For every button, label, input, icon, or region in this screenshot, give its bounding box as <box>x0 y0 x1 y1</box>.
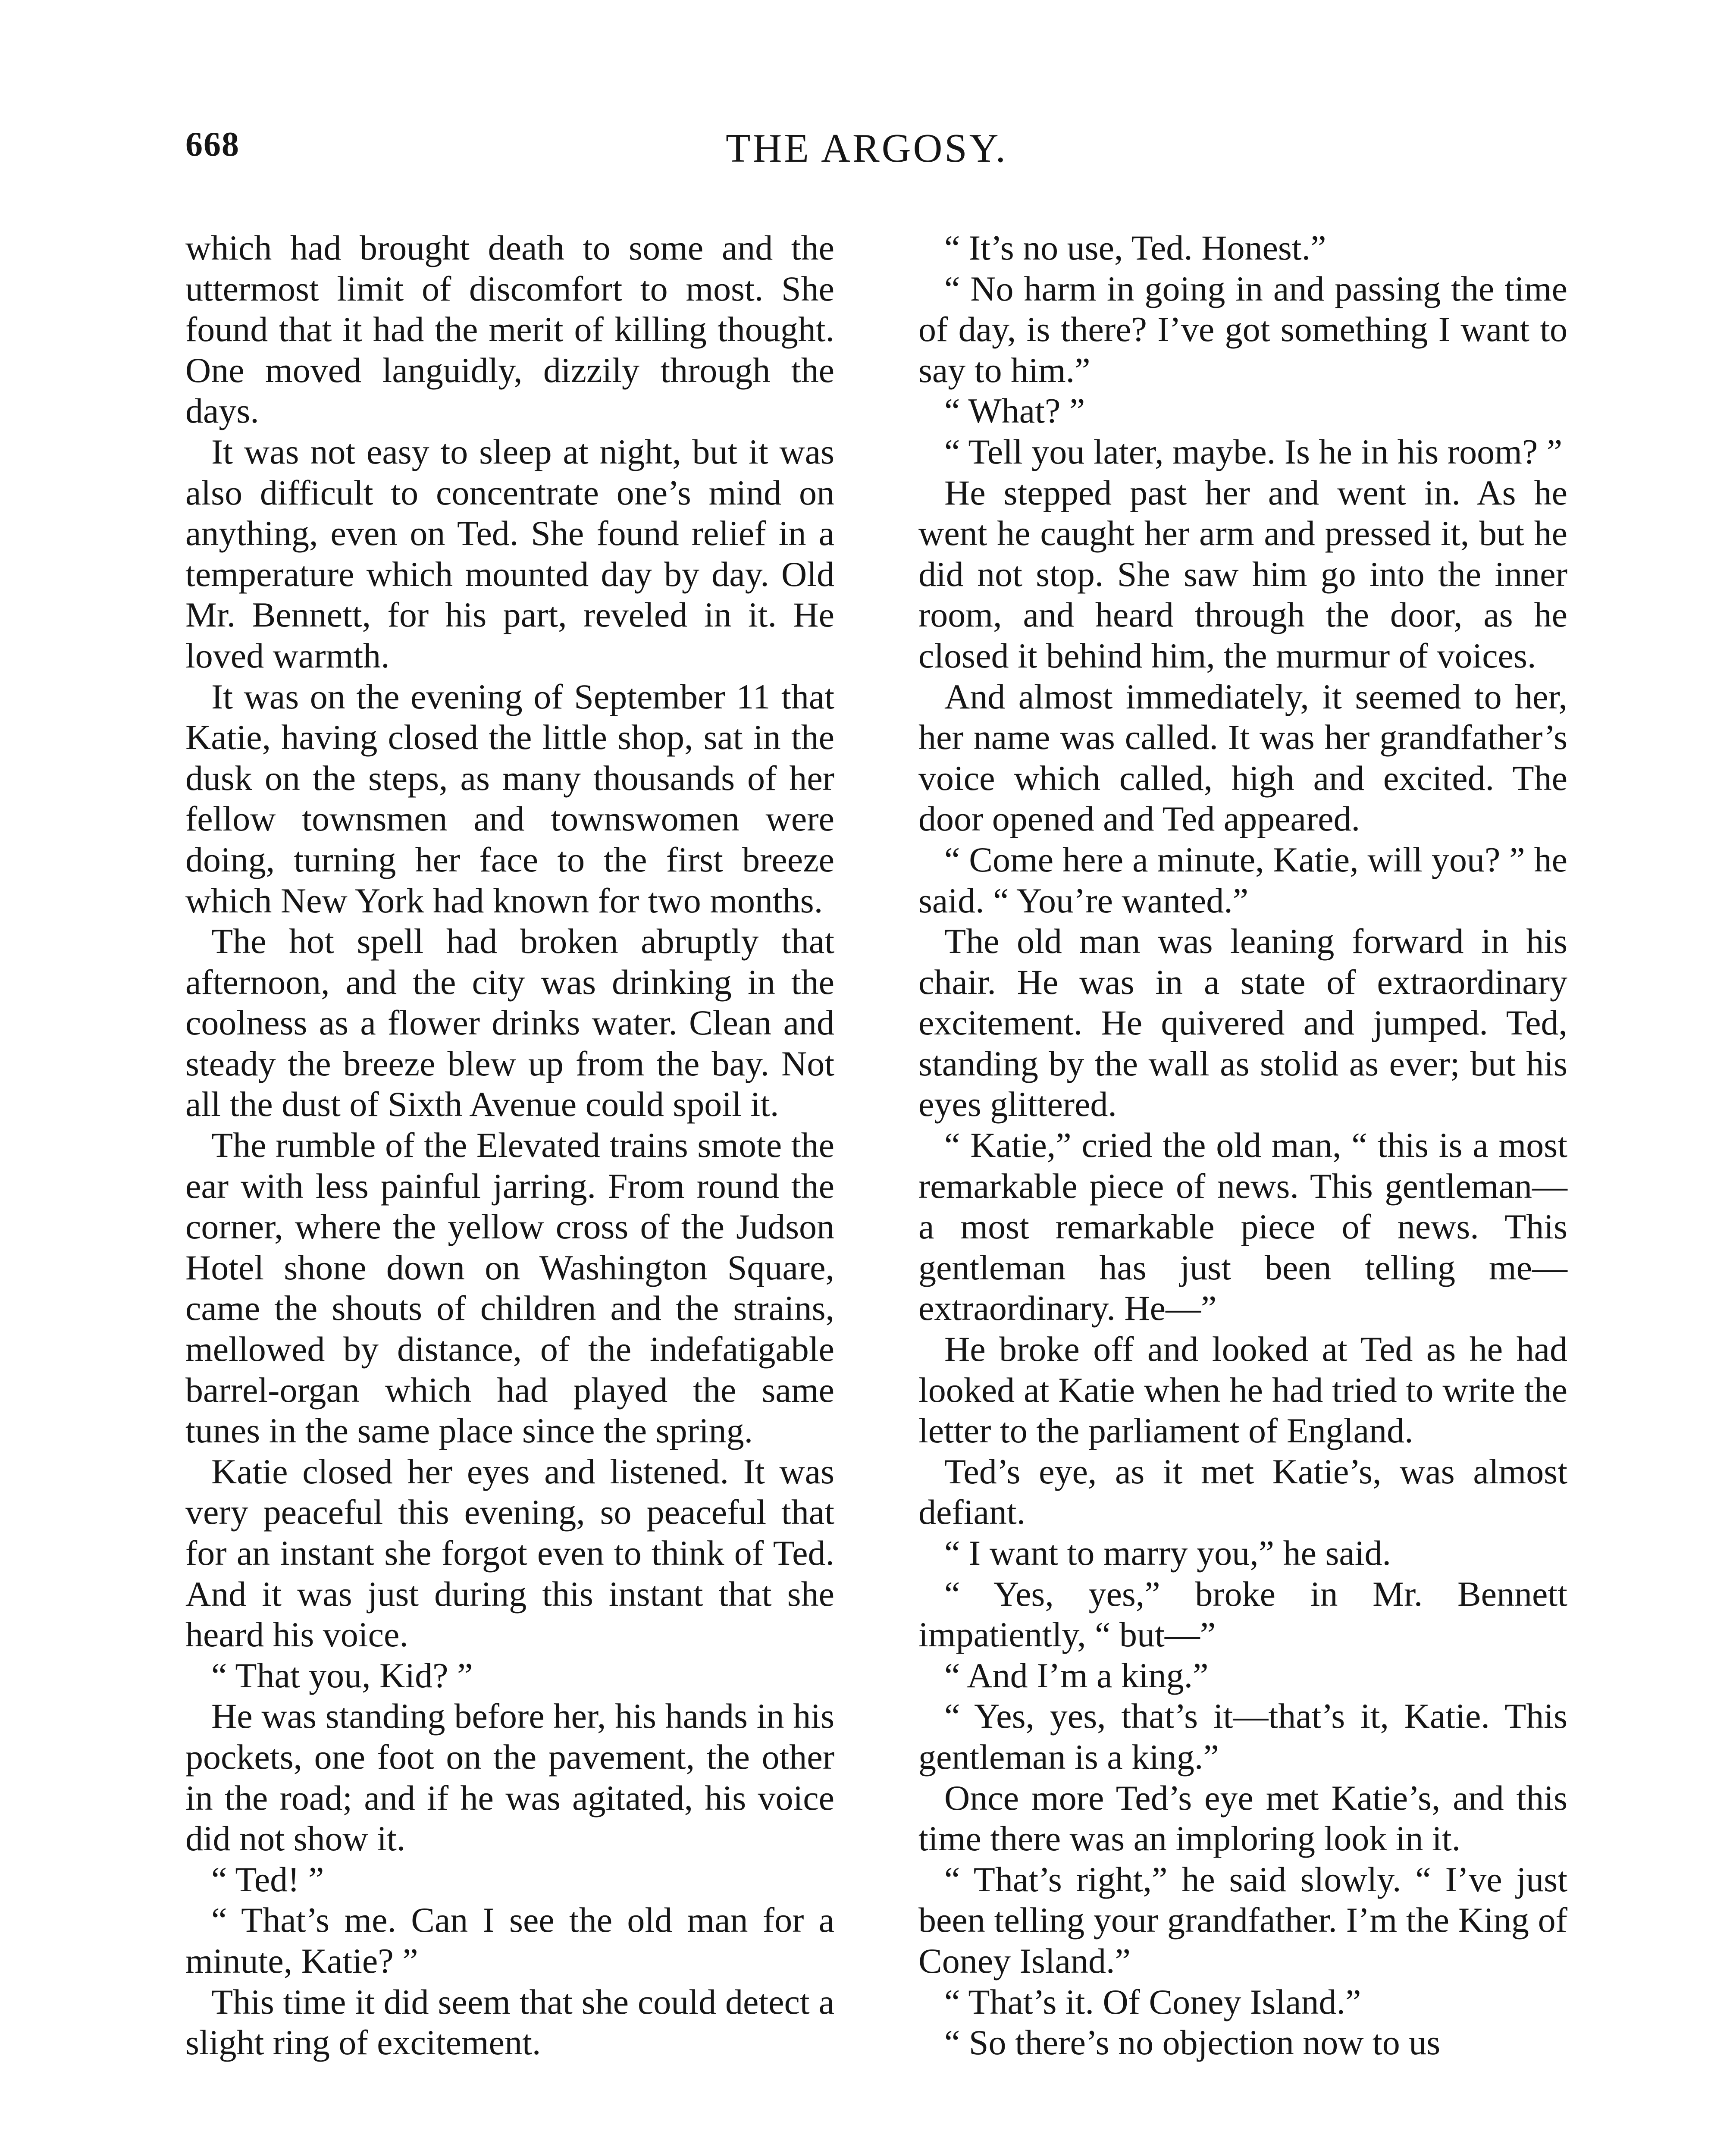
paragraph: It was on the evening of September 11 that Katie, having closed the little shop, sat in the dusk on the steps, as many thousands of her fellow townsmen and townswomen were doing, turning her face to the first breeze which New York had known for two months. <box>185 677 834 920</box>
running-title: THE ARGOSY. <box>726 126 1008 171</box>
paragraph: Katie closed her eyes and listened. It was very peaceful this evening, so peaceful that for an instant she forgot even to think of Ted. And it was just during this instant that she heard his voice. <box>185 1451 834 1655</box>
paragraph: The old man was leaning forward in his chair. He was in a state of extraordinary excitement. He quivered and jumped. Ted, standing by the wall as stolid as ever; but his eyes glittered. <box>918 921 1567 1124</box>
paragraph: “ What? ” <box>944 391 1085 431</box>
paragraph: “ That’s it. Of Coney Island.” <box>944 1982 1361 2021</box>
paragraph: “ Tell you later, maybe. Is he in his room? ” <box>944 432 1563 471</box>
paragraph: “ Yes, yes, that’s it—that’s it, Katie. This gentleman is a king.” <box>918 1696 1567 1777</box>
paragraph: “ It’s no use, Ted. Honest.” <box>944 228 1326 267</box>
paragraph: This time it did seem that she could detect a slight ring of excitement. <box>185 1982 834 2062</box>
paragraph: “ That’s right,” he said slowly. “ I’ve just been telling your grandfather. I’m the King of Coney Island.” <box>918 1859 1567 1981</box>
paragraph: “ That’s me. Can I see the old man for a minute, Katie? ” <box>185 1900 834 1981</box>
paragraph: He broke off and looked at Ted as he had looked at Katie when he had tried to write the letter to the parliament of England. <box>918 1329 1567 1451</box>
paragraph: “ Come here a minute, Katie, will you? ” he said. “ You’re wanted.” <box>918 840 1567 920</box>
right-column <box>918 228 1567 2063</box>
page-header <box>185 125 1548 194</box>
paragraph: “ And I’m a king.” <box>944 1655 1209 1695</box>
paragraph: He was standing before her, his hands in his pockets, one foot on the pavement, the other in the road; and if he was agitated, his voice did not show it. <box>185 1696 834 1858</box>
paragraph: “ No harm in going in and passing the time of day, is there? I’ve got something I want to say to him.” <box>918 269 1567 390</box>
paragraph: “ That you, Kid? ” <box>211 1655 473 1695</box>
paragraph: “ I want to marry you,” he said. <box>944 1533 1391 1573</box>
paragraph: Once more Ted’s eye met Katie’s, and this time there was an imploring look in it. <box>918 1778 1567 1858</box>
paragraph: “ Katie,” cried the old man, “ this is a most remarkable piece of news. This gentleman—a most remarkable piece of news. This gentleman has just been telling me—extraordinary. He—” <box>918 1125 1567 1328</box>
paragraph: It was not easy to sleep at night, but it was also difficult to concentrate one’s mind on anything, even on Ted. She found relief in a temperature which mounted day by day. Old Mr. Bennett, for his part, reveled in it. He loved warmth. <box>185 432 834 675</box>
paragraph: Ted’s eye, as it met Katie’s, was almost defiant. <box>918 1451 1567 1532</box>
paragraph: And almost immediately, it seemed to her, her name was called. It was her grandfather’s voice which called, high and excited. The door opened and Ted appeared. <box>918 677 1567 839</box>
paragraph: “ So there’s no objection now to us <box>944 2023 1441 2062</box>
paragraph: “ Yes, yes,” broke in Mr. Bennett impatiently, “ but—” <box>918 1574 1567 1655</box>
paragraph: which had brought death to some and the uttermost limit of discomfort to most. She found that it had the merit of killing thought. One moved languidly, dizzily through the days. <box>185 228 834 431</box>
paragraph: The hot spell had broken abruptly that afternoon, and the city was drinking in the coolness as a flower drinks water. Clean and steady the breeze blew up from the bay. Not all the dust of Sixth Avenue could spoil it. <box>185 921 834 1124</box>
paragraph: The rumble of the Elevated trains smote the ear with less painful jarring. From round the corner, where the yellow cross of the Judson Hotel shone down on Washington Square, came the shouts of children and the strains, mellowed by distance, of the indefatigable barrel-organ which had played the same tunes in the same place since the spring. <box>185 1125 834 1451</box>
paragraph: “ Ted! ” <box>211 1859 324 1899</box>
paragraph: He stepped past her and went in. As he went he caught her arm and pressed it, but he did not stop. She saw him go into the inner room, and heard through the door, as he closed it behind him, the murmur of voices. <box>918 473 1567 675</box>
left-column <box>185 228 834 2063</box>
page-number: 668 <box>185 125 240 163</box>
